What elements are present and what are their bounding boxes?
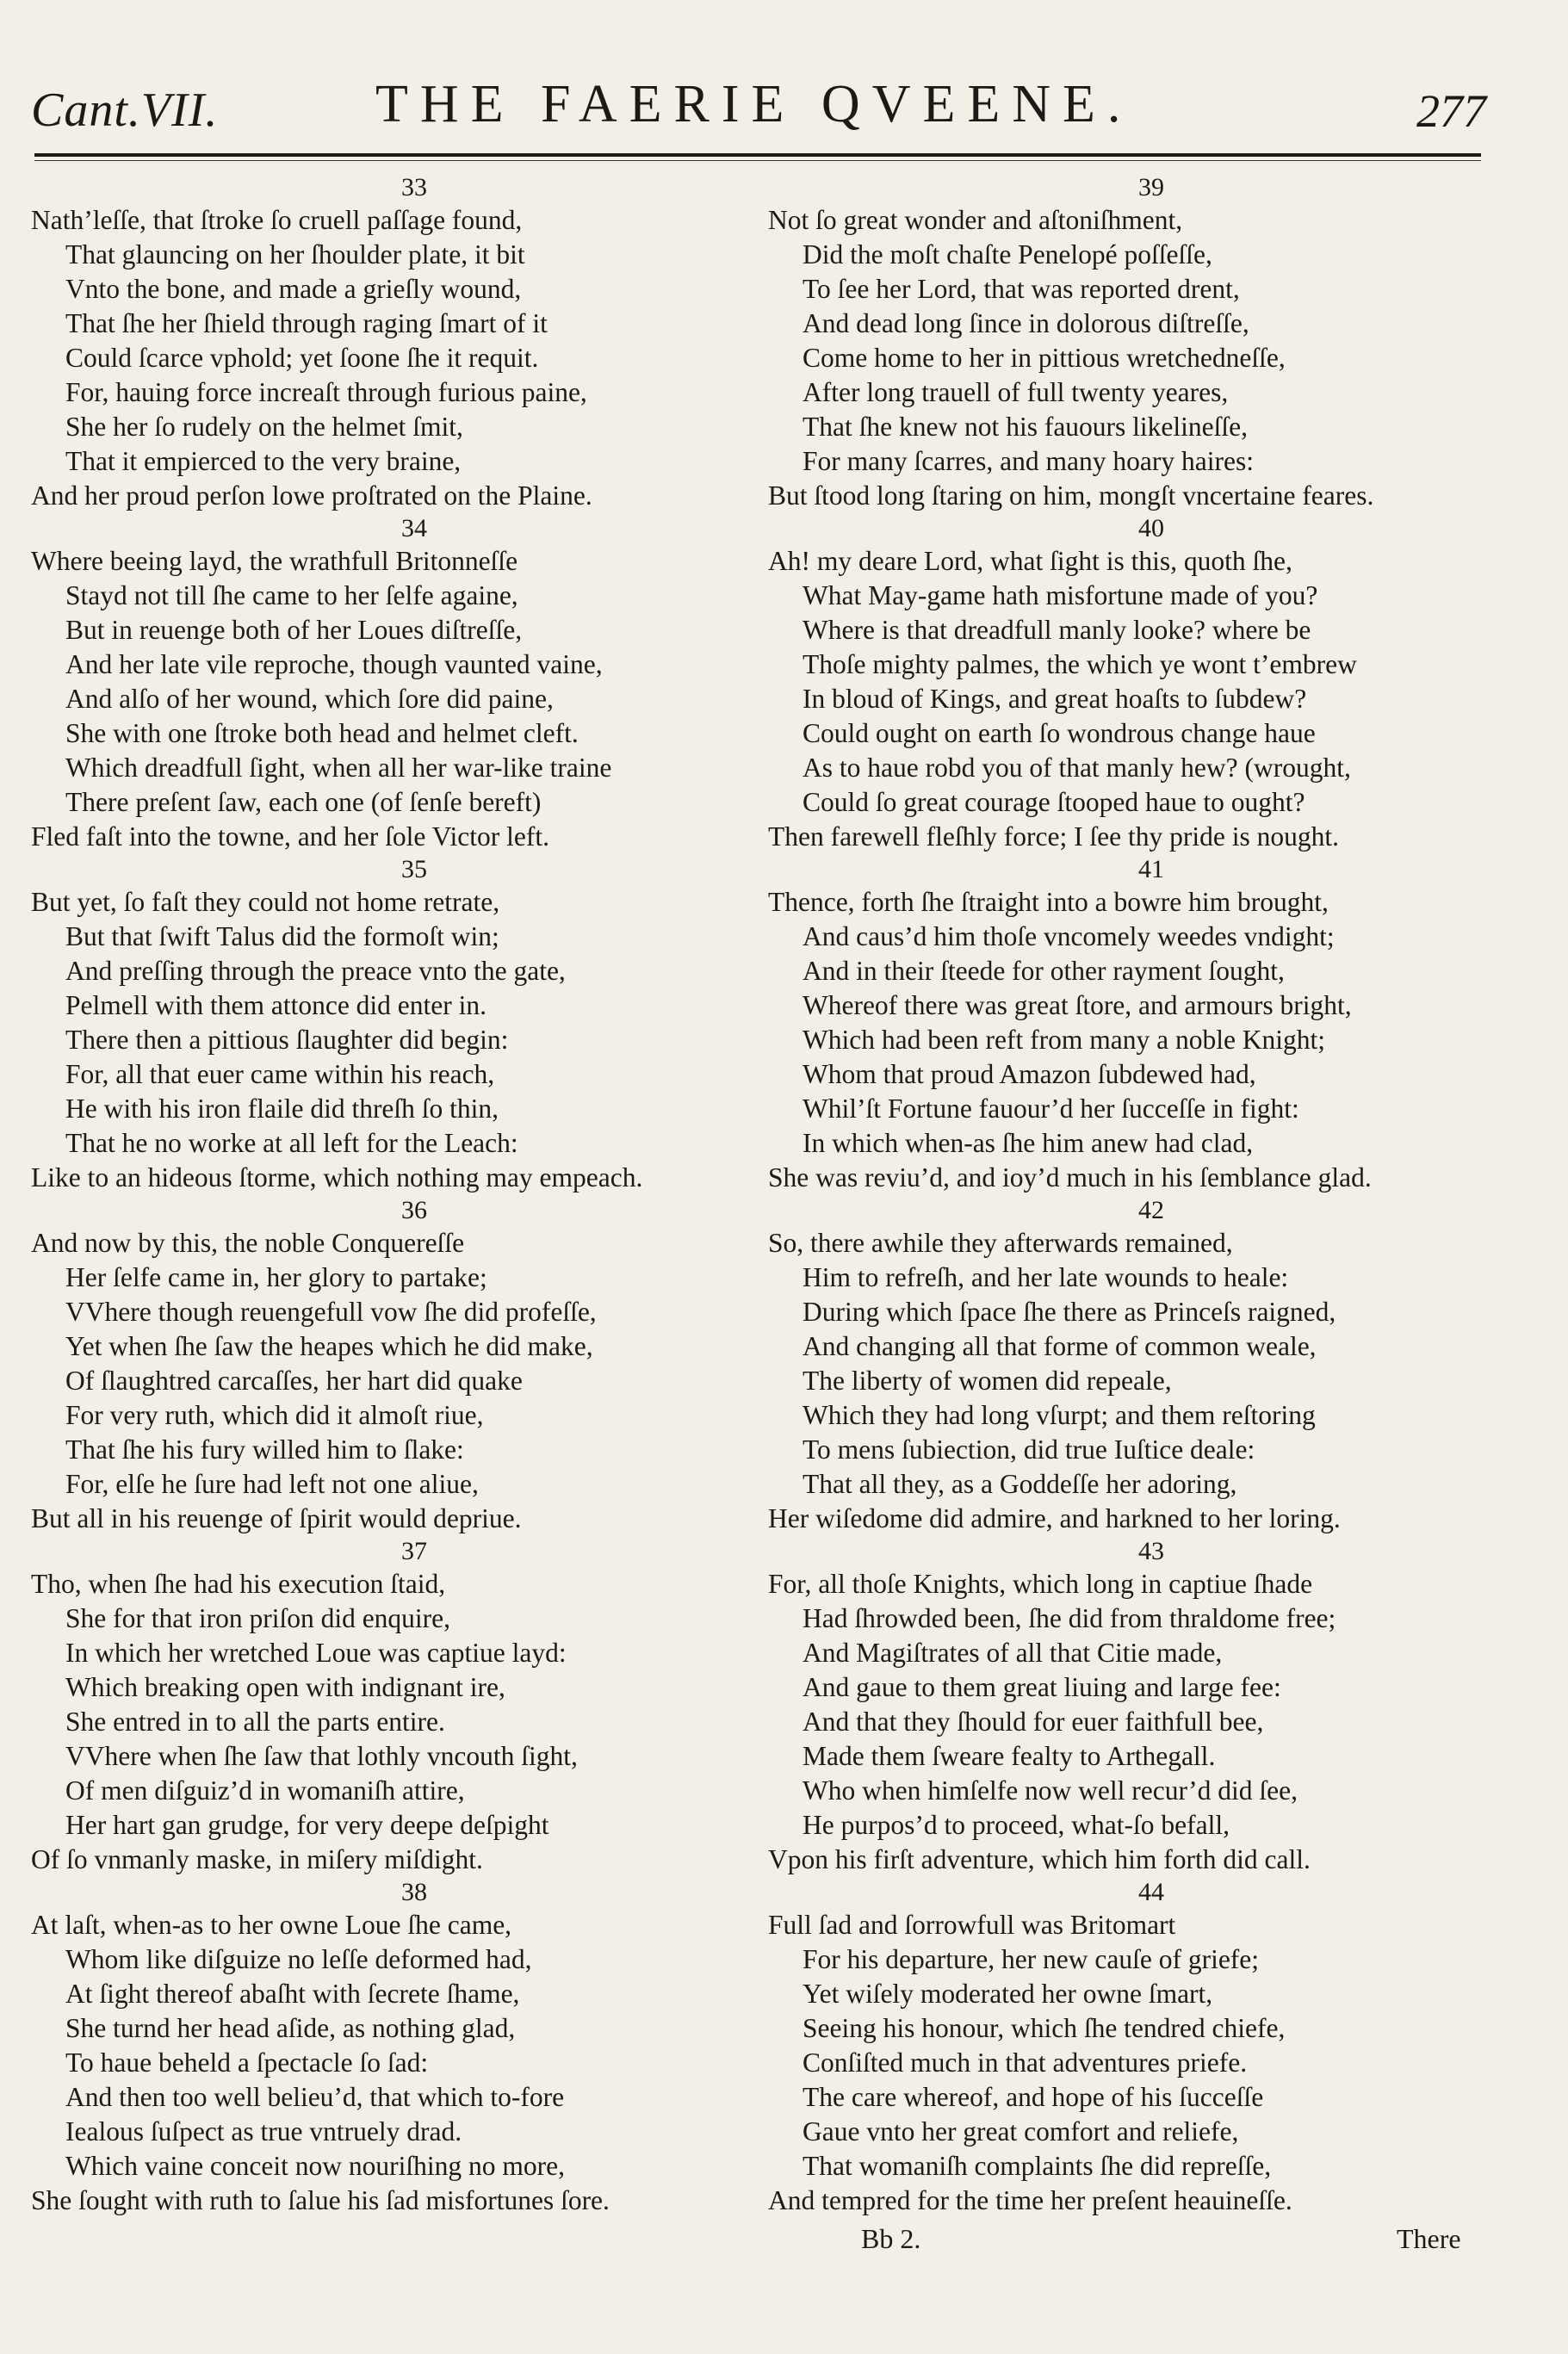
verse-line: And alſo of her wound, which ſore did paine, (65, 684, 554, 714)
stanza-number: 34 (401, 514, 427, 542)
verse-line: Vpon his firſt adventure, which him forth did call. (768, 1844, 1311, 1874)
stanza (768, 513, 1500, 854)
stanza (768, 1536, 1500, 1877)
verse-line: Gaue vnto her great comfort and reliefe, (803, 2116, 1239, 2146)
verse-line: She turnd her head aſide, as nothing glad, (65, 2013, 516, 2043)
verse-line: Which they had long vſurpt; and them reſtoring (803, 1400, 1316, 1430)
verse-line: Made them ſweare fealty to Arthegall. (803, 1741, 1216, 1771)
verse-line: Whom that proud Amazon ſubdewed had, (803, 1059, 1256, 1089)
verse-line: Whereof there was great ſtore, and armours bright, (803, 990, 1352, 1020)
verse-line: In bloud of Kings, and great hoaſts to ſubdew? (803, 684, 1307, 714)
stanza (31, 513, 763, 854)
verse-line: But yet, ſo faſt they could not home retrate, (31, 887, 500, 917)
stanza-number: 36 (401, 1196, 427, 1224)
stanza (768, 854, 1500, 1195)
signature-mark: Bb 2. (861, 2223, 921, 2254)
stanza (31, 1877, 763, 2218)
verse-line: Like to an hideous ſtorme, which nothing may empeach. (31, 1162, 643, 1192)
verse-line: There preſent ſaw, each one (of ſenſe bereft) (65, 787, 542, 817)
verse-line: So, there awhile they afterwards remained, (768, 1228, 1233, 1258)
verse-line: To ſee her Lord, that was reported drent, (803, 274, 1240, 304)
verse-line: Not ſo great wonder and aſtoniſhment, (768, 205, 1183, 235)
verse-line: Yet when ſhe ſaw the heapes which he did make, (65, 1331, 593, 1361)
verse-line: For, hauing force increaſt through furious paine, (65, 377, 587, 407)
verse-line: And tempred for the time her preſent heauineſſe. (768, 2185, 1292, 2215)
verse-line: The liberty of women did repeale, (803, 1366, 1172, 1396)
stanza-number: 43 (1138, 1537, 1164, 1565)
verse-line: Whil’ſt Fortune fauour’d her ſucceſſe in fight: (803, 1093, 1299, 1124)
verse-line: Had ſhrowded been, ſhe did from thraldome free; (803, 1603, 1336, 1633)
verse-line: Where is that dreadfull manly looke? where be (803, 615, 1311, 645)
verse-line: And now by this, the noble Conquereſſe (31, 1228, 465, 1258)
verse-line: VVhere when ſhe ſaw that lothly vncouth ſight, (65, 1741, 578, 1771)
verse-line: Who when himſelfe now well recur’d did ſee, (803, 1775, 1298, 1806)
verse-line: As to haue robd you of that manly hew? (wrought, (803, 753, 1351, 783)
verse-line: And gaue to them great liuing and large fee: (803, 1672, 1281, 1702)
stanza-number: 35 (401, 855, 427, 883)
stanza (31, 172, 763, 513)
verse-line: Iealous ſuſpect as true vntruely drad. (65, 2116, 462, 2146)
verse-line: Of ſo vnmanly maske, in miſery miſdight. (31, 1844, 483, 1874)
verse-line: And caus’d him thoſe vncomely weedes vndight; (803, 921, 1335, 951)
verse-line: In which her wretched Loue was captiue layd: (65, 1638, 567, 1668)
verse-line: Conſiſted much in that adventures priefe. (803, 2047, 1248, 2078)
verse-line: Could ought on earth ſo wondrous change haue (803, 718, 1316, 748)
header-rule-thin (34, 160, 1481, 161)
verse-line: That ſhe her ſhield through raging ſmart of it (65, 308, 548, 338)
verse-line: Full ſad and ſorrowfull was Britomart (768, 1910, 1176, 1940)
verse-line: That all they, as a Goddeſſe her adoring, (803, 1469, 1237, 1499)
verse-line: During which ſpace ſhe there as Princeſs raigned, (803, 1297, 1336, 1327)
verse-line: Her wiſedome did admire, and harkned to her loring. (768, 1503, 1341, 1533)
stanza (768, 172, 1500, 513)
stanza-number: 40 (1138, 514, 1164, 542)
running-head (31, 67, 1495, 153)
verse-line: And her proud perſon lowe proſtrated on the Plaine. (31, 480, 592, 511)
verse-line: She her ſo rudely on the helmet ſmit, (65, 412, 463, 442)
verse-line: Her ſelfe came in, her glory to partake; (65, 1262, 487, 1292)
verse-line: She was reviu’d, and ioy’d much in his ſemblance glad. (768, 1162, 1372, 1192)
verse-line: That ſhe his fury willed him to ſlake: (65, 1434, 464, 1465)
verse-line: Come home to her in pittious wretchedneſſe, (803, 343, 1286, 373)
verse-line: For his departure, her new cauſe of griefe; (803, 1944, 1260, 1974)
verse-line: Vnto the bone, and made a grieſly wound, (65, 274, 522, 304)
verse-line: Which vaine conceit now nouriſhing no more, (65, 2151, 565, 2181)
verse-line: In which when-as ſhe him anew had clad, (803, 1128, 1254, 1158)
verse-line: That womaniſh complaints ſhe did repreſſe, (803, 2151, 1272, 2181)
verse-line: After long trauell of full twenty yeares, (803, 377, 1229, 407)
verse-line: And that they ſhould for euer faithfull bee, (803, 1707, 1264, 1737)
header-rule (34, 153, 1481, 157)
catchword: There (1397, 2223, 1461, 2254)
verse-line: Him to refreſh, and her late wounds to heale: (803, 1262, 1289, 1292)
verse-line: For, elſe he ſure had left not one aliue, (65, 1469, 479, 1499)
verse-line: Stayd not till ſhe came to her ſelfe againe, (65, 580, 518, 610)
verse-line: But in reuenge both of her Loues diſtreſſe, (65, 615, 523, 645)
book-title: THE FAERIE QVEENE. (375, 75, 1133, 133)
verse-line: Pelmell with them attonce did enter in. (65, 990, 487, 1020)
verse-line: Her hart gan grudge, for very deepe deſpight (65, 1810, 549, 1840)
verse-line: For many ſcarres, and many hoary haires: (803, 446, 1254, 476)
left-column (31, 172, 763, 2218)
verse-line: That glauncing on her ſhoulder plate, it bit (65, 239, 525, 269)
stanza-number: 39 (1138, 173, 1164, 201)
verse-line: That he no worke at all left for the Leach: (65, 1128, 518, 1158)
verse-line: That ſhe knew not his fauours likelineſſe, (803, 412, 1248, 442)
stanza-number: 37 (401, 1537, 427, 1565)
verse-line: Could ſo great courage ſtooped haue to ought? (803, 787, 1305, 817)
verse-line: Thoſe mighty palmes, the which ye wont t’embrew (803, 649, 1357, 679)
verse-line: Which had been reft from many a noble Knight; (803, 1025, 1326, 1055)
stanza-number: 38 (401, 1878, 427, 1906)
verse-line: She for that iron priſon did enquire, (65, 1603, 451, 1633)
verse-line: To haue beheld a ſpectacle ſo ſad: (65, 2047, 429, 2078)
stanza (31, 854, 763, 1195)
verse-line: Yet wiſely moderated her owne ſmart, (803, 1979, 1213, 2009)
stanza (768, 1195, 1500, 1536)
verse-line: Where beeing layd, the wrathfull Britonneſſe (31, 546, 518, 576)
verse-line: And Magiſtrates of all that Citie made, (803, 1638, 1223, 1668)
verse-line: Nath’leſſe, that ſtroke ſo cruell paſſage found, (31, 205, 523, 235)
page-number: 277 (1416, 85, 1486, 137)
verse-line: And her late vile reproche, though vaunted vaine, (65, 649, 603, 679)
canto-label: Cant.VII. (31, 84, 219, 137)
verse-line: What May-game hath misfortune made of you? (803, 580, 1318, 610)
verse-line: But ſtood long ſtaring on him, mongſt vncertaine feares. (768, 480, 1374, 511)
verse-line: At ſight thereof abaſht with ſecrete ſhame, (65, 1979, 520, 2009)
verse-line: Which breaking open with indignant ire, (65, 1672, 505, 1702)
verse-line: To mens ſubiection, did true Iuſtice deale: (803, 1434, 1255, 1465)
stanza-number: 44 (1138, 1878, 1164, 1906)
verse-line: And dead long ſince in dolorous diſtreſſe, (803, 308, 1249, 338)
verse-line: Of men diſguiz’d in womaniſh attire, (65, 1775, 465, 1806)
verse-line: For very ruth, which did it almoſt riue, (65, 1400, 484, 1430)
verse-line: Seeing his honour, which ſhe tendred chiefe, (803, 2013, 1286, 2043)
verse-line: And in their ſteede for other rayment ſought, (803, 956, 1285, 986)
verse-line: Thence, forth ſhe ſtraight into a bowre him brought, (768, 887, 1329, 917)
verse-line: And preſſing through the preace vnto the gate, (65, 956, 566, 986)
verse-line: Which dreadfull ſight, when all her war-like traine (65, 753, 612, 783)
verse-line: Ah! my deare Lord, what ſight is this, quoth ſhe, (768, 546, 1292, 576)
verse-line: Tho, when ſhe had his execution ſtaid, (31, 1569, 446, 1599)
verse-line: VVhere though reuengefull vow ſhe did profeſſe, (65, 1297, 597, 1327)
verse-line: But all in his reuenge of ſpirit would depriue. (31, 1503, 522, 1533)
right-column (768, 172, 1500, 2218)
stanza (768, 1877, 1500, 2218)
verse-line: For, all that euer came within his reach, (65, 1059, 495, 1089)
stanza (31, 1195, 763, 1536)
verse-line: The care whereof, and hope of his ſucceſſe (803, 2082, 1264, 2112)
verse-line: Then farewell fleſhly force; I ſee thy pride is nought. (768, 821, 1340, 852)
verse-line: Did the moſt chaſte Penelopé poſſeſſe, (803, 239, 1212, 269)
verse-line: Of ſlaughtred carcaſſes, her hart did quake (65, 1366, 523, 1396)
verse-line: She entred in to all the parts entire. (65, 1707, 445, 1737)
stanza-number: 41 (1138, 855, 1164, 883)
stanza-number: 33 (401, 173, 427, 201)
verse-line: That it empierced to the very braine, (65, 446, 462, 476)
verse-line: And changing all that forme of common weale, (803, 1331, 1317, 1361)
stanza (31, 1536, 763, 1877)
verse-line: And then too well belieu’d, that which to-fore (65, 2082, 565, 2112)
verse-line: But that ſwift Talus did the formoſt win; (65, 921, 499, 951)
verse-line: For, all thoſe Knights, which long in captiue ſhade (768, 1569, 1313, 1599)
verse-line: He purpos’d to proceed, what-ſo befall, (803, 1810, 1230, 1840)
verse-line: There then a pittious ſlaughter did begin: (65, 1025, 509, 1055)
verse-line: Could ſcarce vphold; yet ſoone ſhe it requit. (65, 343, 539, 373)
verse-line: Fled faſt into the towne, and her ſole Victor left. (31, 821, 549, 852)
verse-line: At laſt, when-as to her owne Loue ſhe came, (31, 1910, 512, 1940)
verse-line: Whom like diſguize no leſſe deformed had, (65, 1944, 532, 1974)
verse-line: She with one ſtroke both head and helmet cleft. (65, 718, 579, 748)
verse-line: She ſought with ruth to ſalue his ſad misfortunes ſore. (31, 2185, 610, 2215)
verse-line: He with his iron flaile did threſh ſo thin, (65, 1093, 499, 1124)
stanza-number: 42 (1138, 1196, 1164, 1224)
